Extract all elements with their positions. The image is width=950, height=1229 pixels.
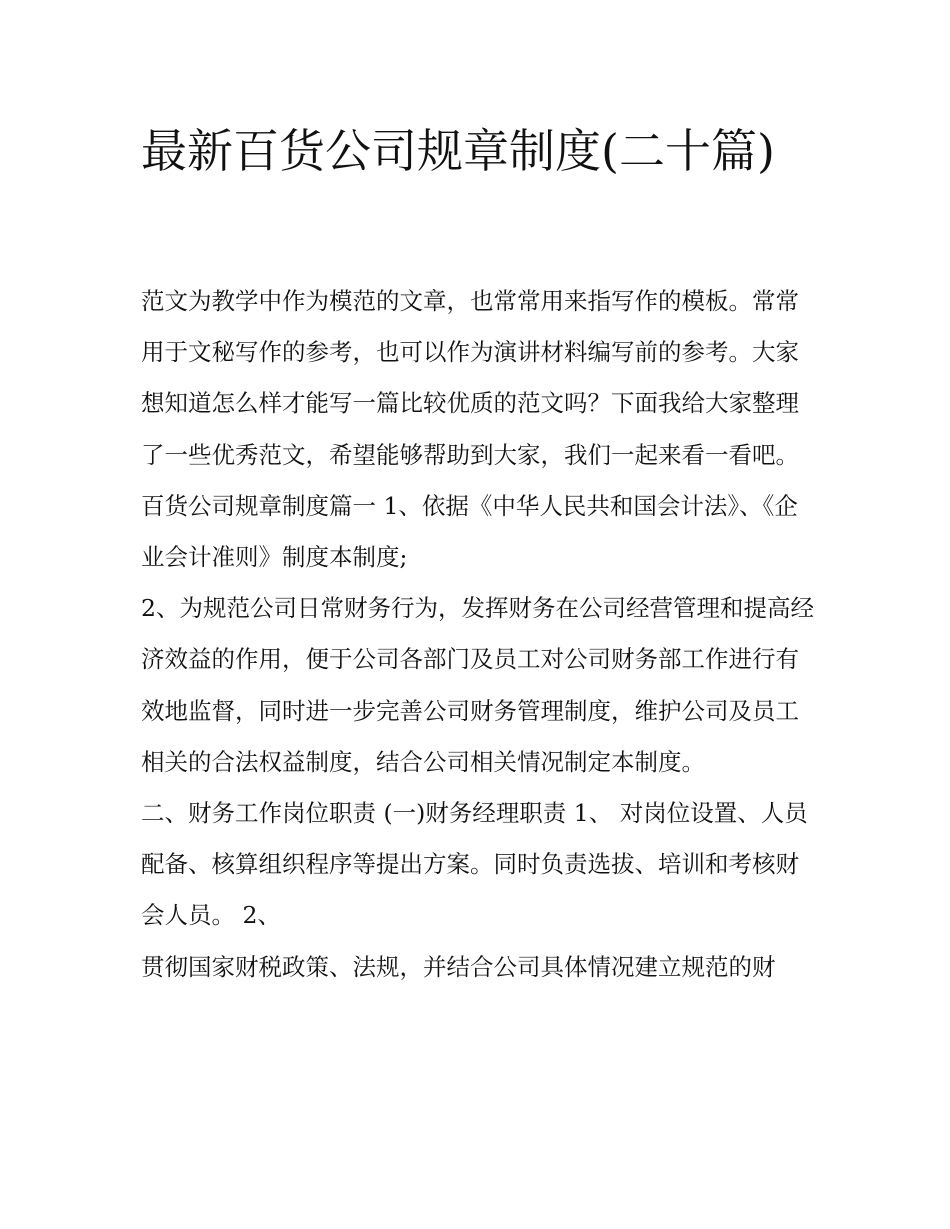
document-body bbox=[141, 276, 821, 993]
paragraph-article-1: 百货公司规章制度篇一 1、依据《中华人民共和国会计法》、《企业会计准则》制度本制度; bbox=[141, 491, 798, 572]
paragraph-section-2: 二、财务工作岗位职责 (一)财务经理职责 1、 对岗位设置、人员配备、核算组织程序等提出方案。同时负责选拔、培训和考核财会人员。 2、 bbox=[141, 799, 808, 930]
document-title: 最新百货公司规章制度(二十篇) bbox=[141, 124, 775, 178]
paragraph-article-2: 2、为规范公司日常财务行为，发挥财务在公司经营管理和提高经济效益的作用，便于公司各部门及员工对公司财务部工作进行有效地监督，同时进一步完善公司财务管理制度，维护公司及员工相关的合法权益制度，结合公司相关情况制定本制度。 bbox=[141, 594, 814, 776]
paragraph-intro: 范文为教学中作为模范的文章，也常常用来指写作的模板。常常用于文秘写作的参考，也可以作为演讲材料编写前的参考。大家想知道怎么样才能写一篇比较优质的范文吗？下面我给大家整理了一些优秀范文，希望能够帮助到大家，我们一起来看一看吧。 bbox=[141, 287, 799, 469]
paragraph-continuation: 贯彻国家财税政策、法规，并结合公司具体情况建立规范的财 bbox=[141, 952, 776, 981]
